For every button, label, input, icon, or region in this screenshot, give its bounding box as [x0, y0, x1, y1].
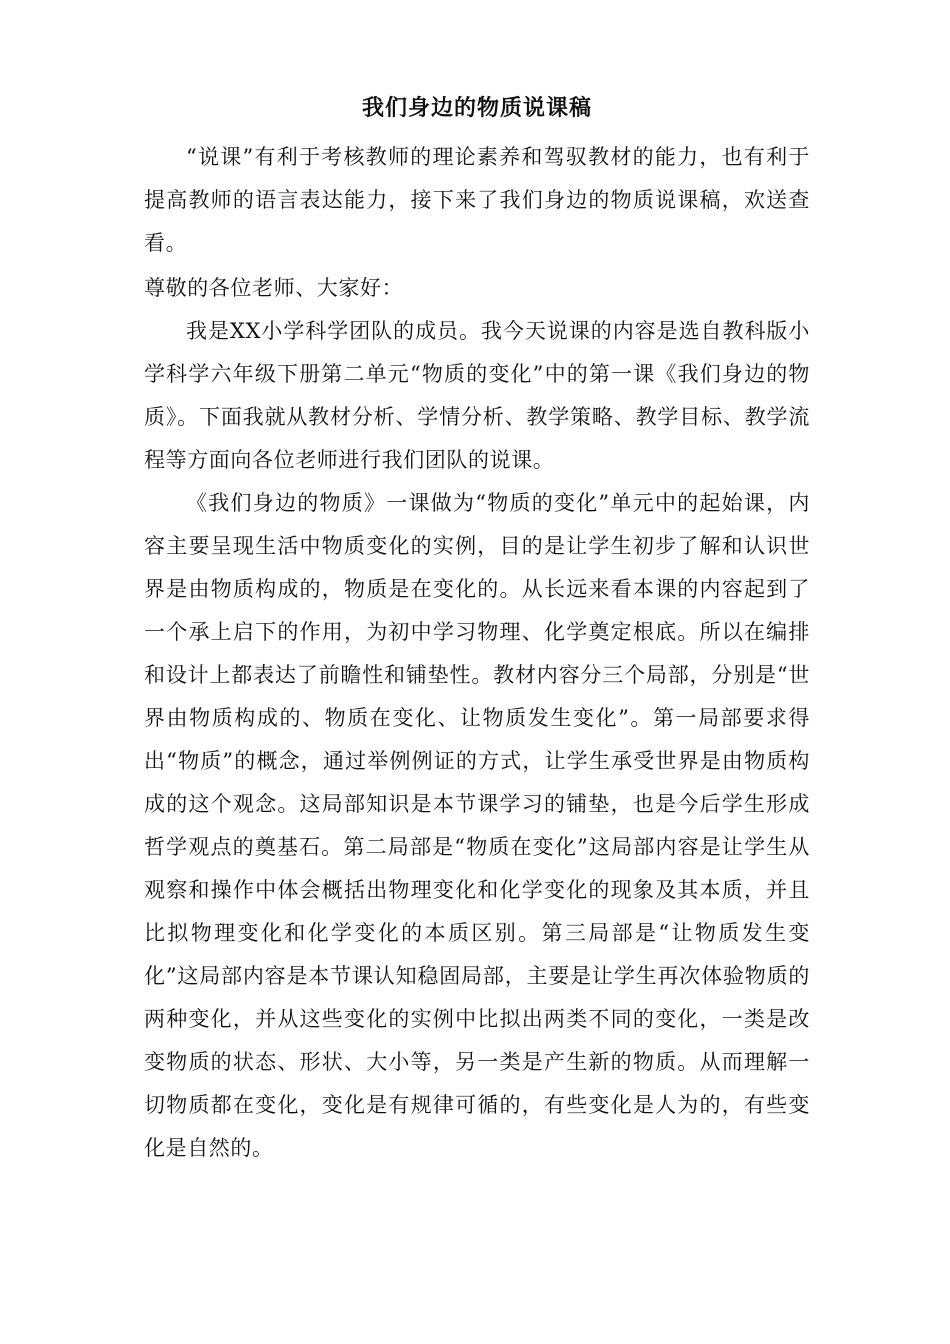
- document-title: 我们身边的物质说课稿: [361, 96, 592, 121]
- self-intro-paragraph: 我是XX小学科学团队的成员。我今天说课的内容是选自教科版小学科学六年级下册第二单元“物质的变化”中的第一课《我们身边的物质》。下面我就从教材分析、学情分析、教学策略、教学目标、教学流程等方面向各位老师进行我们团队的说课。: [144, 319, 810, 472]
- textbook-analysis-paragraph: 《我们身边的物质》一课做为“物质的变化”单元中的起始课，内容主要呈现生活中物质变化的实例，目的是让学生初步了解和认识世界是由物质构成的，物质是在变化的。从长远来看本课的内容起到了一个承上启下的作用，为初中学习物理、化学奠定根底。所以在编排和设计上都表达了前瞻性和铺垫性。教材内容分三个局部，分别是“世界由物质构成的、物质在变化、让物质发生变化”。第一局部要求得出“物质”的概念，通过举例例证的方式，让学生承受世界是由物质构成的这个观念。这局部知识是本节课学习的铺垫，也是今后学生形成哲学观点的奠基石。第二局部是“物质在变化”这局部内容是让学生从观察和操作中体会概括出物理变化和化学变化的现象及其本质，并且比拟物理变化和化学变化的本质区别。第三局部是“让物质发生变化”这局部内容是本节课认知稳固局部，主要是让学生再次体验物质的两种变化，并从这些变化的实例中比拟出两类不同的变化，一类是改变物质的状态、形状、大小等，另一类是产生新的物质。从而理解一切物质都在变化，变化是有规律可循的，有些变化是人为的，有些变化是自然的。: [144, 491, 810, 1160]
- intro-paragraph: “说课”有利于考核教师的理论素养和驾驭教材的能力，也有利于提高教师的语言表达能力，接下来了我们身边的物质说课稿，欢送查看。: [144, 145, 810, 255]
- greeting-paragraph: 尊敬的各位老师、大家好：: [144, 276, 404, 300]
